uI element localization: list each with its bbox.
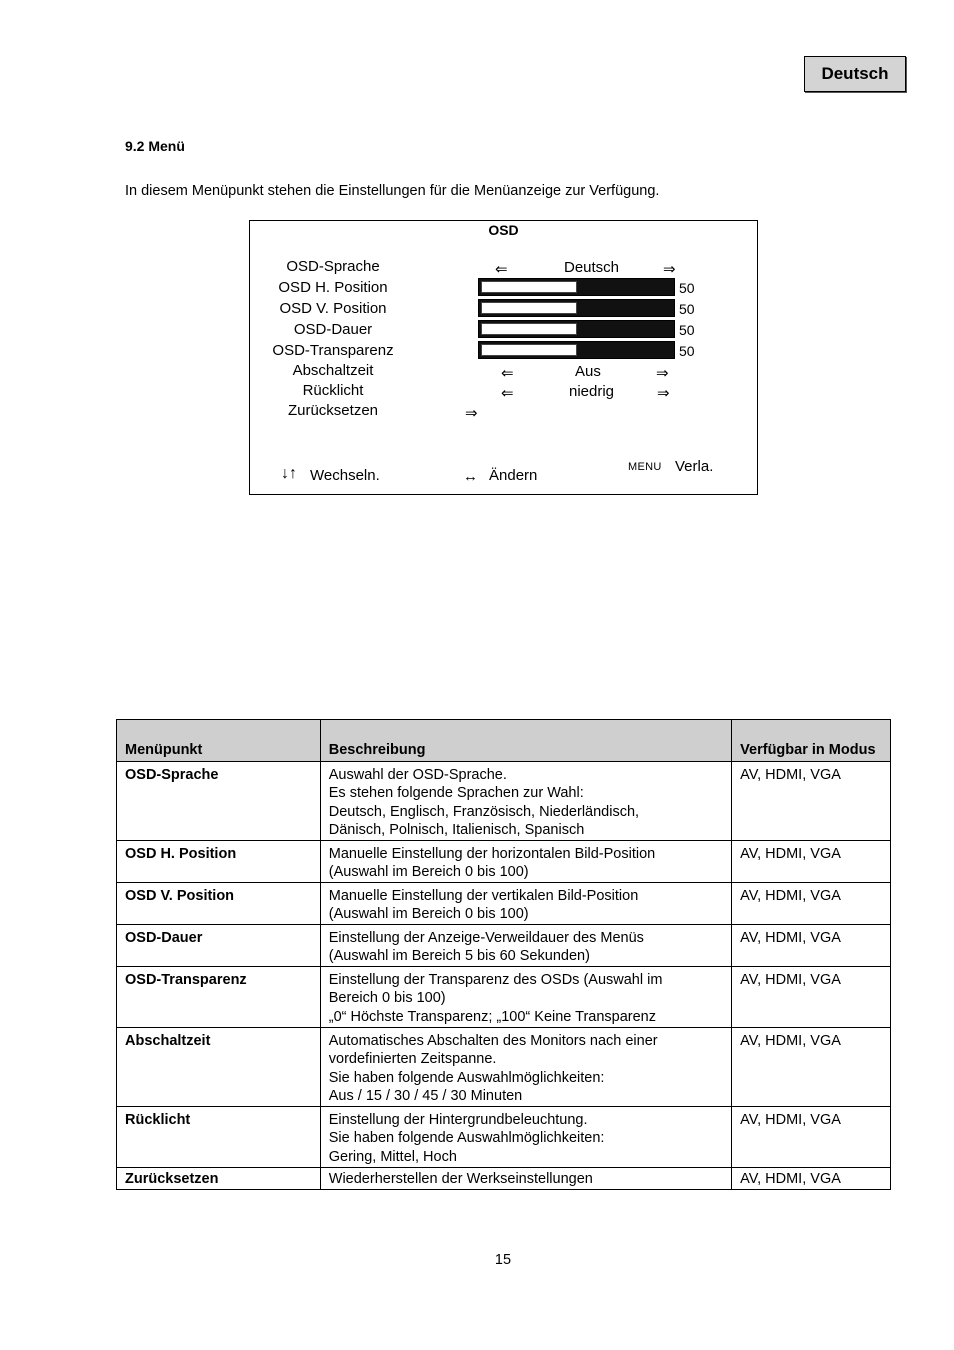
osd-label-reset: Zurücksetzen [287,402,379,419]
column-header-description: Beschreibung [320,720,731,762]
language-tab: Deutsch [804,56,906,92]
table-cell-item: Zurücksetzen [117,1168,321,1190]
left-right-arrow-icon: ↔ [463,468,478,485]
osd-value-language: Deutsch [564,259,620,276]
column-header-item: Menüpunkt [117,720,321,762]
osd-value-h-position: 50 [679,280,695,296]
slider-fill [481,281,577,293]
table-cell-description: Einstellung der Hintergrundbeleuchtung. Sie haben folgende Auswahlmöglichkeiten: Gering, Mittel, Hoch [320,1107,731,1168]
osd-label-duration: OSD-Dauer [293,321,373,338]
intro-text: In diesem Menüpunkt stehen die Einstellungen für die Menüanzeige zur Verfügung. [125,183,660,199]
right-arrow-icon: ⇒ [663,261,676,278]
table-cell-description: Auswahl der OSD-Sprache. Es stehen folgende Sprachen zur Wahl: Deutsch, Englisch, Französisch, Niederländisch, Dänisch, Polnisch, Italienisch, Spanisch [320,762,731,841]
osd-value-v-position: 50 [679,301,695,317]
right-arrow-icon: ⇒ [465,405,478,422]
table-cell-item: OSD-Transparenz [117,967,321,1028]
osd-label-transparency: OSD-Transparenz [272,342,394,359]
osd-title: OSD [488,222,519,238]
table-cell-item: OSD-Dauer [117,925,321,967]
right-arrow-icon: ⇒ [656,365,669,382]
table-cell-item: OSD-Sprache [117,762,321,841]
slider-fill [481,302,577,314]
table-cell-description: Wiederherstellen der Werkseinstellungen [320,1168,731,1190]
table-cell-modes: AV, HDMI, VGA [732,1168,891,1190]
table-cell-description: Manuelle Einstellung der vertikalen Bild-Position (Auswahl im Bereich 0 bis 100) [320,883,731,925]
table-row [117,1028,891,1107]
table-cell-item: OSD V. Position [117,883,321,925]
menu-key-label: MENU [628,461,662,473]
table-row [117,1107,891,1168]
table-cell-modes: AV, HDMI, VGA [732,925,891,967]
table-cell-description: Automatisches Abschalten des Monitors nach einer vordefinierten Zeitspanne. Sie haben folgende Auswahlmöglichkeiten: Aus / 15 / 30 / 45 / 30 Minuten [320,1028,731,1107]
osd-footer-switch: Wechseln. [310,467,380,484]
osd-label-backlight: Rücklicht [302,382,364,399]
table-row [117,925,891,967]
osd-menu-illustration [249,220,758,495]
right-arrow-icon: ⇒ [657,385,670,402]
table-cell-modes: AV, HDMI, VGA [732,762,891,841]
osd-label-shutoff: Abschaltzeit [292,362,374,379]
table-cell-modes: AV, HDMI, VGA [732,883,891,925]
table-cell-description: Manuelle Einstellung der horizontalen Bild-Position (Auswahl im Bereich 0 bis 100) [320,841,731,883]
left-arrow-icon: ⇐ [495,261,508,278]
page-number: 15 [494,1252,512,1268]
column-header-modes: Verfügbar in Modus [732,720,891,762]
table-cell-description: Einstellung der Anzeige-Verweildauer des Menüs (Auswahl im Bereich 5 bis 60 Sekunden) [320,925,731,967]
table-cell-item: OSD H. Position [117,841,321,883]
slider-fill [481,344,577,356]
osd-value-transparency: 50 [679,343,695,359]
table-cell-description: Einstellung der Transparenz des OSDs (Auswahl im Bereich 0 bis 100) „0“ Höchste Transparenz; „100“ Keine Transparenz [320,967,731,1028]
section-heading: 9.2 Menü [125,138,185,154]
slider-fill [481,323,577,335]
osd-label-v-position: OSD V. Position [279,300,387,317]
table-cell-modes: AV, HDMI, VGA [732,1107,891,1168]
table-cell-modes: AV, HDMI, VGA [732,841,891,883]
osd-footer-exit: Verla. [675,458,714,475]
left-arrow-icon: ⇐ [501,365,514,382]
table-row [117,967,891,1028]
osd-value-duration: 50 [679,322,695,338]
left-arrow-icon: ⇐ [501,385,514,402]
duration-slider [478,320,675,338]
table-cell-modes: AV, HDMI, VGA [732,1028,891,1107]
table-cell-item: Abschaltzeit [117,1028,321,1107]
table-cell-modes: AV, HDMI, VGA [732,967,891,1028]
transparency-slider [478,341,675,359]
table-row [117,883,891,925]
h-position-slider [478,278,675,296]
menu-options-table [116,719,891,1190]
table-row [117,1168,891,1190]
up-down-arrows-icon: ↓↑ [281,465,297,482]
osd-label-language: OSD-Sprache [286,258,380,275]
osd-footer-change: Ändern [489,467,538,484]
table-cell-item: Rücklicht [117,1107,321,1168]
table-row [117,762,891,841]
v-position-slider [478,299,675,317]
table-row [117,841,891,883]
osd-label-h-position: OSD H. Position [278,279,388,296]
osd-value-backlight: niedrig [569,383,615,400]
osd-value-shutoff: Aus [575,363,601,380]
